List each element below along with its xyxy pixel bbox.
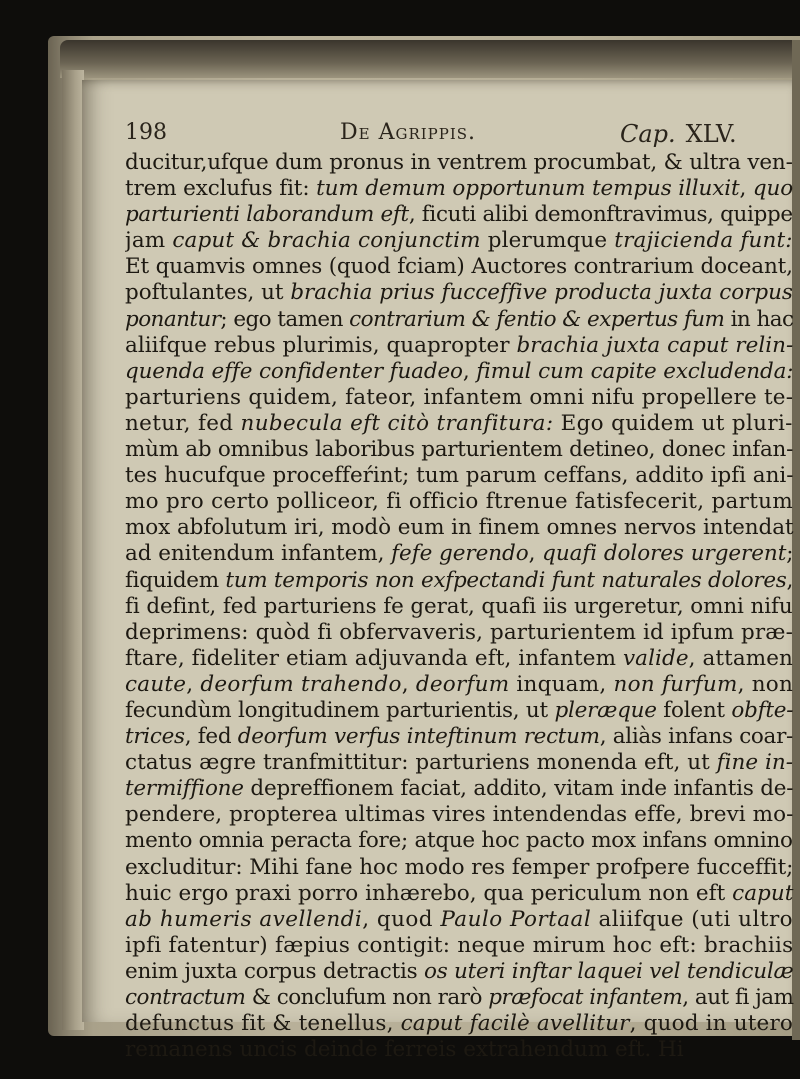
italic-run: os uteri inftar laquei vel tendiculæ <box>424 958 794 984</box>
text-run: fiquidem <box>125 567 226 593</box>
text-run: ipfi fatentur) fæpius contigit: neque mirum hoc eft: brachiis <box>125 932 794 958</box>
text-line <box>125 202 794 228</box>
page-header <box>125 118 795 152</box>
italic-run: deorfum verfus inteftinum rectum <box>237 724 600 750</box>
text-line <box>125 750 795 776</box>
text-run: , non <box>737 671 794 697</box>
italic-run: fimul cum capite excludenda: <box>476 358 794 384</box>
text-run: netur, fed <box>125 410 241 436</box>
text-run: parturiens quidem, fateor, infantem omni nifu propellere te- <box>125 384 794 410</box>
text-line <box>125 855 795 881</box>
text-line <box>125 802 795 828</box>
italic-run: præfocat infantem <box>488 985 683 1010</box>
text-line <box>125 150 795 176</box>
text-run: fi defint, fed parturiens fe gerat, quafi iis urgeretur, omni nifu <box>125 593 793 619</box>
text-run: , fed <box>184 724 238 750</box>
text-run: plerumque <box>480 228 615 254</box>
text-run: ftare, fideliter etiam adjuvanda eft, infantem <box>125 645 623 671</box>
text-run: tes hucufque proceffeŕint; tum parum ceffans, addito ipfi ani- <box>125 463 794 489</box>
text-run: fecundùm longitudinem parturientis, ut <box>125 697 555 723</box>
text-line <box>125 959 795 985</box>
text-run: mox abfolutum iri, modò eum in finem omnes nervos intendat <box>125 515 794 541</box>
italic-run: fefe gerendo <box>391 541 529 567</box>
text-run: aliifque (uti ultro <box>591 906 794 932</box>
text-run: ; ego tamen <box>220 306 350 332</box>
text-line <box>125 228 795 254</box>
text-run: excluditur: Mihi fane hoc modo res femper profpere fucceffit; <box>125 854 794 880</box>
text-run: remanens uncis deinde ferreis extrahendum eft. Hi <box>125 1037 684 1063</box>
text-run: defunctus fit & tenellus, <box>125 1011 401 1037</box>
text-line <box>125 724 795 750</box>
italic-run: caput & brachia conjunctim <box>172 228 481 254</box>
text-line <box>125 254 795 280</box>
text-run: ctatus ægre tranfmittitur: parturiens monenda eft, ut <box>125 750 717 776</box>
text-run: pendere, propterea ultimas vires intendendas effe, brevi mo- <box>125 802 794 828</box>
text-line <box>125 489 794 515</box>
text-run: inquam, <box>509 671 614 697</box>
page-fore-edge <box>62 70 84 1030</box>
text-run: deprimens: quòd fi obfervaveris, parturientem id ipfum præ- <box>125 619 793 645</box>
text-run: , aut fi jam <box>682 985 794 1010</box>
italic-run: nubecula eft citò tranfitura: <box>240 410 554 436</box>
text-line <box>125 307 795 333</box>
text-line <box>125 385 795 411</box>
text-run: , attamen <box>688 645 793 671</box>
text-run: mento omnia peracta fore; atque hoc pacto mox infans omnino <box>125 828 793 854</box>
italic-run: trajicienda funt: <box>614 228 793 254</box>
text-run: huic ergo praxi porro inhærebo, qua periculum non eft <box>125 880 733 906</box>
text-line <box>125 933 795 959</box>
text-line <box>125 776 794 802</box>
text-line <box>125 541 795 567</box>
text-line <box>125 698 795 724</box>
text-run: enim juxta corpus detractis <box>125 958 424 984</box>
italic-run: contrarium & fentio & expertus fum <box>349 306 725 332</box>
italic-run: deorfum trahendo <box>200 671 402 697</box>
text-run: ad enitendum infantem, <box>125 541 392 567</box>
text-run: , ficuti alibi demonftravimus, quippe <box>408 202 793 228</box>
text-line <box>125 411 794 437</box>
italic-run: quenda effe confidenter fuadeo <box>125 358 463 384</box>
text-line <box>125 1011 795 1037</box>
text-run: , quod <box>362 906 441 932</box>
text-line <box>125 985 795 1011</box>
text-line <box>125 437 795 463</box>
text-run: , <box>528 541 543 567</box>
book-top-edge <box>60 40 800 78</box>
text-line <box>125 828 795 854</box>
text-run: Ego quidem ut pluri- <box>553 410 793 436</box>
text-run: poftulantes, ut <box>125 280 291 306</box>
italic-run: quo <box>752 176 794 202</box>
italic-run: quafi dolores urgerent <box>542 541 787 567</box>
text-line <box>125 176 795 202</box>
page-number: 198 <box>125 120 167 145</box>
italic-run: ab humeris avellendi <box>125 906 363 932</box>
text-run: mùm ab omnibus laboribus parturientem detineo, donec infan- <box>125 437 794 463</box>
italic-run: deorfum <box>415 671 510 697</box>
text-line <box>125 646 794 672</box>
italic-run: parturienti laborandum eft <box>125 202 409 228</box>
text-run: ducitur,ufque dum pronus in ventrem procumbat, & ultra ven- <box>125 150 793 175</box>
italic-run: trices <box>125 724 185 750</box>
text-line <box>125 568 795 594</box>
italic-run: tum temporis non exfpectandi funt naturales dolores <box>225 567 787 593</box>
body-text <box>125 150 795 1063</box>
chapter-prefix: Cap. <box>620 120 676 148</box>
text-run: ; <box>786 541 794 567</box>
italic-run: tum demum opportunum tempus illuxit <box>316 176 740 202</box>
italic-run: valide <box>622 645 689 671</box>
italic-run: obfte- <box>731 697 794 723</box>
text-line <box>125 672 795 698</box>
chapter-number: XLV. <box>685 120 737 148</box>
text-line <box>125 594 793 620</box>
text-line <box>125 881 795 907</box>
italic-run: non furfum <box>613 671 738 697</box>
text-line <box>125 359 794 385</box>
text-run: , aliàs infans coar- <box>599 724 793 750</box>
text-line <box>125 515 795 541</box>
text-line <box>125 280 794 306</box>
italic-run: termiffione <box>125 776 244 802</box>
text-run: , <box>401 671 416 697</box>
text-run: depreffionem faciat, addito, vitam inde infantis de- <box>243 776 794 802</box>
text-run: , quod in utero <box>629 1011 794 1037</box>
chapter-label <box>620 120 737 148</box>
text-line <box>125 907 795 933</box>
text-line <box>125 333 795 359</box>
text-run: jam <box>125 228 173 254</box>
italic-run: pleræque <box>554 697 657 723</box>
text-run: in hac <box>724 306 794 332</box>
text-line <box>125 463 794 489</box>
text-run: , <box>186 671 201 697</box>
text-run: mo pro certo polliceor, fi officio ftrenue fatisfecerit, partum <box>125 489 793 515</box>
text-line <box>125 620 794 646</box>
text-run: trem exclufus fit: <box>125 176 317 202</box>
text-line <box>125 1037 795 1063</box>
text-run: , <box>739 176 753 202</box>
text-run: , <box>786 567 794 593</box>
italic-run: fine in- <box>716 750 794 776</box>
italic-run: caput facilè avellitur <box>400 1011 630 1037</box>
italic-run: caput <box>732 880 794 906</box>
text-run: & conclufum non rarò <box>245 985 489 1010</box>
italic-run: brachia prius fucceffive producta juxta corpus <box>290 280 793 306</box>
italic-run: ponantur <box>125 306 221 332</box>
text-run: Et quamvis omnes (quod fciam) Auctores contrarium doceant, <box>125 254 793 280</box>
text-run: folent <box>656 697 732 723</box>
italic-run: contractum <box>125 985 246 1010</box>
italic-run: caute <box>125 671 187 697</box>
italic-run: brachia juxta caput relin- <box>516 332 794 358</box>
text-run: , <box>462 358 477 384</box>
running-title: De Agrippis. <box>340 120 477 145</box>
italic-run: Paulo Portaal <box>440 906 592 932</box>
text-run: aliifque rebus plurimis, quapropter <box>125 332 517 358</box>
